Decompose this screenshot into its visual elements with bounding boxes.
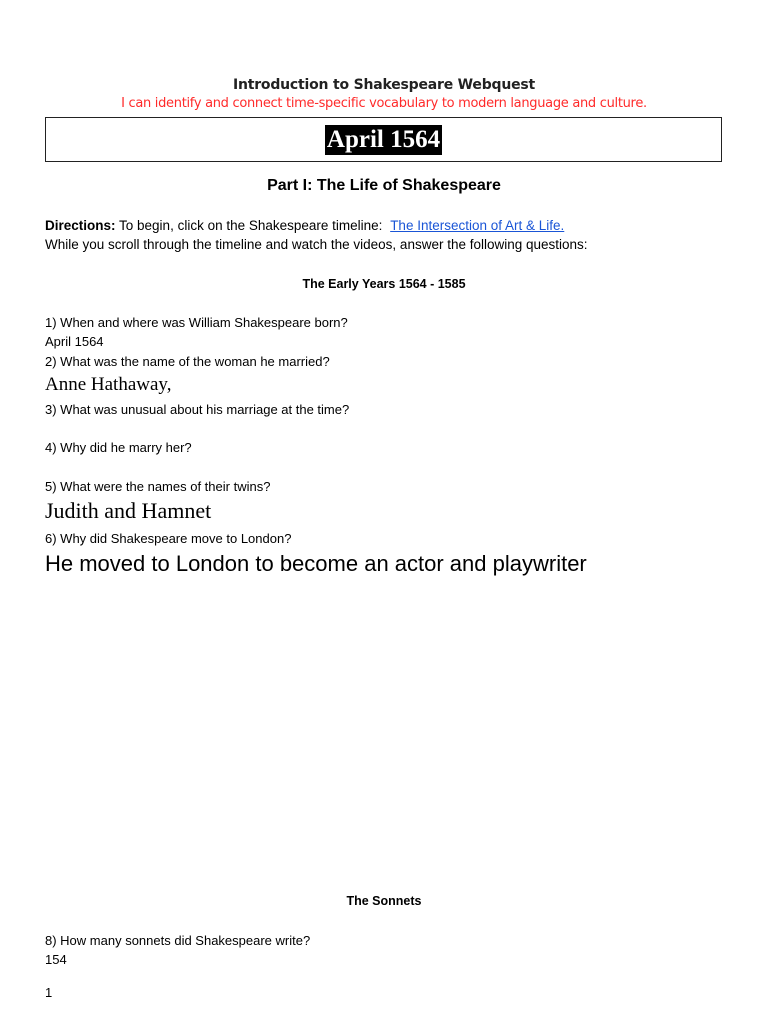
directions-line-2: While you scroll through the timeline and watch the videos, answer the following questions: <box>45 237 588 252</box>
highlighted-answer: April 1564 <box>326 125 441 153</box>
answer-8[interactable]: 154 <box>45 952 67 967</box>
question-2: 2) What was the name of the woman he married? <box>45 354 330 369</box>
document-title: Introduction to Shakespeare Webquest <box>232 77 536 93</box>
directions-text: To begin, click on the Shakespeare timeline: <box>115 218 387 233</box>
answer-1[interactable]: April 1564 <box>45 334 104 349</box>
question-8: 8) How many sonnets did Shakespeare write? <box>45 933 311 948</box>
section-heading-early-years: The Early Years 1564 - 1585 <box>302 277 466 291</box>
learning-objective: I can identify and connect time-specific vocabulary to modern language and culture. <box>121 96 647 111</box>
question-4: 4) Why did he marry her? <box>45 440 192 455</box>
answer-2[interactable]: Anne Hathaway, <box>45 374 172 395</box>
answer-box <box>45 117 722 162</box>
question-6: 6) Why did Shakespeare move to London? <box>45 531 292 546</box>
answer-5[interactable]: Judith and Hamnet <box>45 498 212 523</box>
question-5: 5) What were the names of their twins? <box>45 479 271 494</box>
part-heading: Part I: The Life of Shakespeare <box>267 177 501 194</box>
answer-6[interactable]: He moved to London to become an actor and playwriter <box>45 551 587 576</box>
timeline-link[interactable]: The Intersection of Art & Life. <box>390 218 565 233</box>
page-number: 1 <box>45 985 53 1000</box>
section-heading-sonnets: The Sonnets <box>346 894 422 908</box>
directions-label: Directions: <box>45 218 116 233</box>
question-1: 1) When and where was William Shakespeare born? <box>45 315 348 330</box>
directions-line-1 <box>45 218 564 233</box>
question-3: 3) What was unusual about his marriage at the time? <box>45 402 350 417</box>
